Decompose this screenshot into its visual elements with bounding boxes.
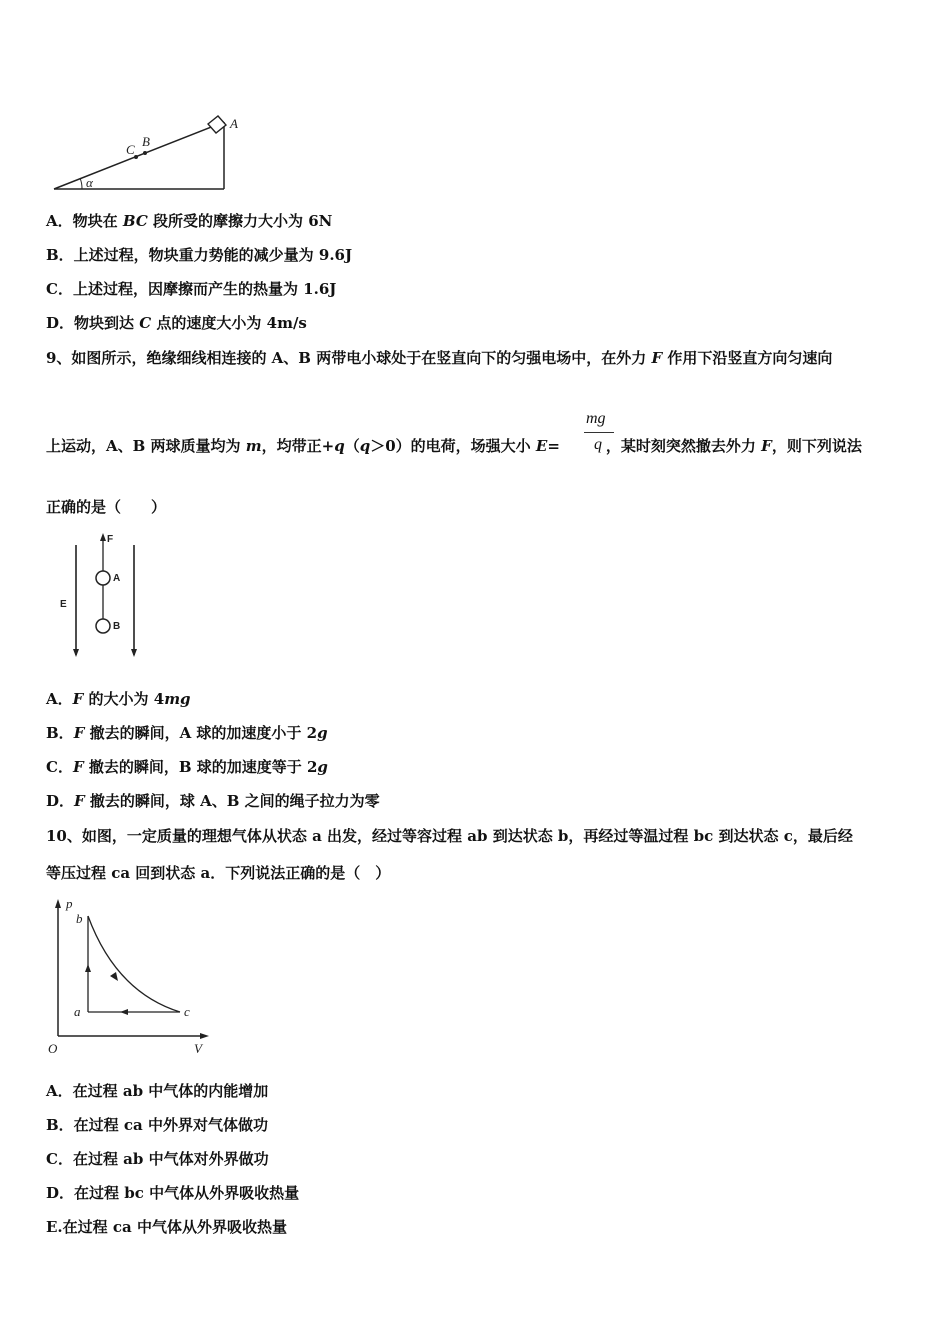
q9-option-b: B．F 撤去的瞬间，A 球的加速度小于 2g [46,724,328,742]
ball-a [96,571,110,585]
field-figure [56,533,166,663]
fraction-denominator: q [594,436,602,453]
pv-diagram [44,896,219,1061]
label-p: p [66,896,73,911]
label-f: F [107,534,114,545]
q10-option-c: C．在过程 ab 中气体对外界做功 [46,1150,269,1168]
q10-option-d: D．在过程 bc 中气体从外界吸收热量 [46,1184,300,1202]
q9-stem-line3: 正确的是（ ） [46,498,167,516]
field-arrow-left [73,649,79,657]
q10-stem-line2: 等压过程 ca 回到状态 a．下列说法正确的是（ ） [46,864,391,882]
angle-arc [80,178,82,189]
fraction-bar [584,432,614,433]
label-e: E [60,599,67,610]
process-bc [88,916,180,1012]
v-axis-arrow [200,1033,209,1039]
label-c: c [184,1004,190,1019]
label-b: B [142,134,150,149]
p-axis-arrow [55,899,61,908]
label-alpha: α [86,175,93,190]
field-arrow-right [131,649,137,657]
label-o: O [48,1041,58,1056]
q9-stem-line1: 9、如图所示，绝缘细线相连接的 A、B 两带电小球处于在竖直向下的匀强电场中，在外力 F 作用下沿竖直方向匀速向 [46,349,833,367]
q9-stem-line2: 上运动，A、B 两球质量均为 m，均带正+q（q＞0）的电荷，场强大小 E= ，某时刻突然撤去外力 F，则下列说法 [46,437,862,455]
q9-option-d: D．F 撤去的瞬间，球 A、B 之间的绳子拉力为零 [46,792,380,810]
q8-option-c: C．上述过程，因摩擦而产生的热量为 1.6J [46,280,337,298]
arrow-ca [120,1009,128,1015]
ball-b [96,619,110,633]
q9-option-a: A．F 的大小为 4mg [46,690,191,708]
arrow-bc [110,972,118,981]
q10-option-a: A．在过程 ab 中气体的内能增加 [46,1082,269,1100]
incline-slope [54,122,224,189]
q9-option-c: C．F 撤去的瞬间，B 球的加速度等于 2g [46,758,328,776]
point-b [143,151,147,155]
label-a: a [74,1004,81,1019]
arrow-ab [85,964,91,972]
q8-option-d: D．物块到达 C 点的速度大小为 4m/s [46,314,307,332]
force-arrow [100,533,106,541]
fraction-numerator: mg [586,410,606,427]
label-c: C [126,142,135,157]
q10-option-e: E.在过程 ca 中气体从外界吸收热量 [46,1218,287,1236]
q10-option-b: B．在过程 ca 中外界对气体做功 [46,1116,268,1134]
label-a: A [230,116,238,131]
label-b: b [76,911,83,926]
label-v: V [194,1041,202,1056]
q8-option-b: B．上述过程，物块重力势能的减少量为 9.6J [46,246,353,264]
q10-stem-line1: 10、如图，一定质量的理想气体从状态 a 出发，经过等容过程 ab 到达状态 b，再经过等温过程 bc 到达状态 c，最后经 [46,827,853,845]
incline-figure [50,108,250,198]
label-ball-a: A [113,573,121,584]
label-ball-b: B [113,621,121,632]
q8-option-a: A．物块在 BC 段所受的摩擦力大小为 6N [46,212,333,230]
